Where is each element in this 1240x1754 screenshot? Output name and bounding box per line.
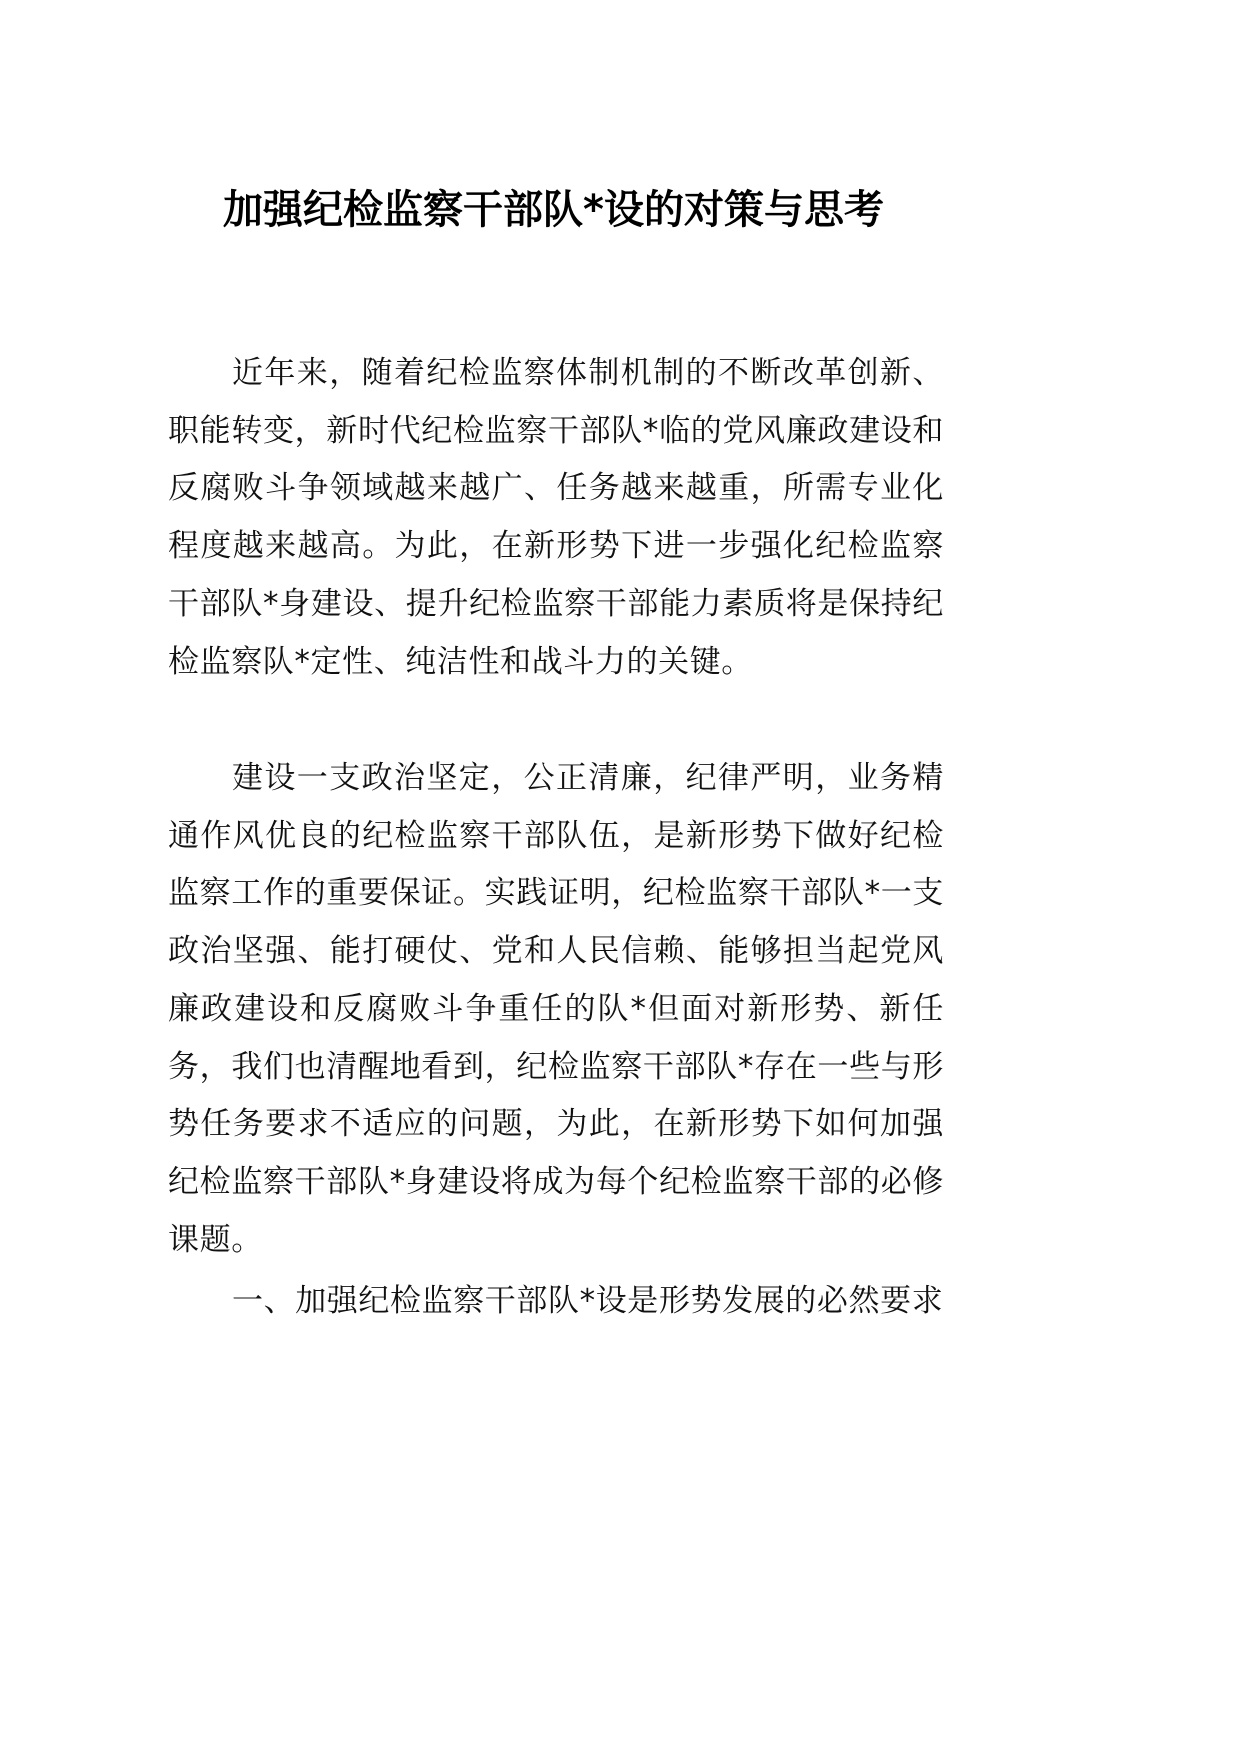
paragraph-intro: 近年来，随着纪检监察体制机制的不断改革创新、职能转变，新时代纪检监察干部队*临的党风廉政建设和反腐败斗争领域越来越广、任务越来越重，所需专业化程度越来越高。为此，在新形势下进一步强化纪检监察干部队*身建设、提升纪检监察干部能力素质将是保持纪检监察队*定性、纯洁性和战斗力的关键。 xyxy=(168,355,944,680)
section-heading-1: 一、加强纪检监察干部队*设是形势发展的必然要求 xyxy=(232,1283,944,1319)
paragraph-team-building: 建设一支政治坚定，公正清廉，纪律严明，业务精通作风优良的纪检监察干部队伍，是新形势下做好纪检监察工作的重要保证。实践证明，纪检监察干部队*一支政治坚强、能打硬仗、党和人民信赖、能够担当起党风廉政建设和反腐败斗争重任的队*但面对新形势、新任务，我们也清醒地看到，纪检监察干部队*存在一些与形势任务要求不适应的问题，为此，在新形势下如何加强纪检监察干部队*身建设将成为每个纪检监察干部的必修课题。 xyxy=(168,760,944,1258)
document-title: 加强纪检监察干部队*设的对策与思考 xyxy=(223,187,884,233)
